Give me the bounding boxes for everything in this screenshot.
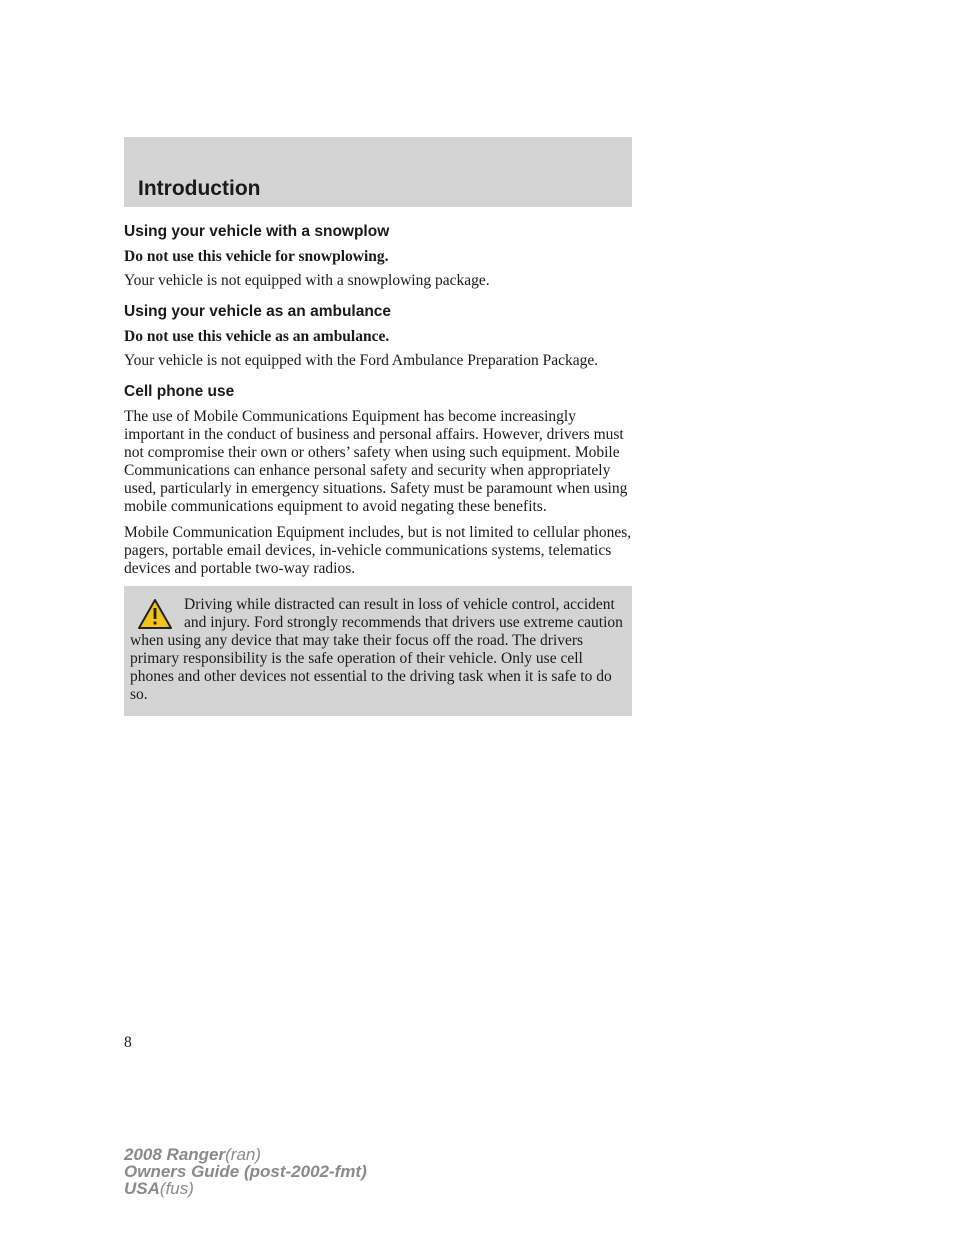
section-heading-cell-phone: Cell phone use (124, 383, 235, 400)
snowplow-warning-text: Do not use this vehicle for snowplowing. (124, 248, 389, 265)
page-content (124, 222, 632, 716)
footer-model: 2008 Ranger (124, 1145, 226, 1164)
footer-market: USA (124, 1179, 160, 1198)
snowplow-body-text: Your vehicle is not equipped with a snowplowing package. (124, 272, 490, 289)
warning-box (124, 586, 632, 716)
section-heading-ambulance: Using your vehicle as an ambulance (124, 303, 392, 320)
footer-model-code: (ran) (225, 1145, 262, 1164)
cell-phone-paragraph-2: Mobile Communication Equipment includes, but is not limited to cellular phones, pagers, portable email devices, in-vehicle communications systems, telematics devices and portable two-way radios. (124, 524, 632, 577)
footer-market-code: (fus) (159, 1179, 194, 1198)
ambulance-body-text: Your vehicle is not equipped with the Ford Ambulance Preparation Package. (124, 352, 599, 369)
chapter-header-band (124, 137, 632, 207)
warning-text: Driving while distracted can result in loss of vehicle control, accident and injury. Ford strongly recommends that drivers use extreme caution when using any device that may take their focus off the road. The drivers primary responsibility is the safe operation of their vehicle. Only use cell phones and other devices not essential to the driving task when it is safe to do so. (130, 596, 623, 703)
cell-phone-paragraph-1: The use of Mobile Communications Equipment has become increasingly important in the conduct of business and personal affairs. However, drivers must not compromise their own or others’ safety when using such equipment. Mobile Communications can enhance personal safety and security when appropriately used, particularly in emergency situations. Safety must be paramount when using mobile communications equipment to avoid negating these benefits. (124, 408, 628, 515)
ambulance-warning-text: Do not use this vehicle as an ambulance. (124, 328, 390, 345)
document-footer (124, 1146, 367, 1197)
warning-triangle-icon (136, 596, 174, 632)
chapter-title: Introduction (138, 177, 261, 200)
section-heading-snowplow: Using your vehicle with a snowplow (124, 223, 390, 240)
footer-guide: Owners Guide (post-2002-fmt) (124, 1162, 367, 1181)
page-number: 8 (124, 1034, 132, 1051)
